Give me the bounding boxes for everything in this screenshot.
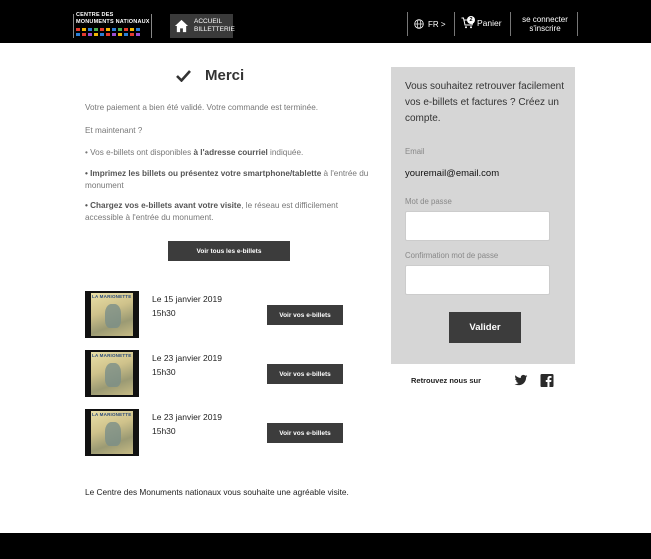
nav-separator bbox=[510, 12, 511, 36]
home-ticketing-button[interactable] bbox=[170, 14, 233, 38]
nav-separator bbox=[454, 12, 455, 36]
ticket-poster-image: LA MARIONETTE bbox=[85, 350, 139, 397]
confirm-password-input[interactable] bbox=[405, 265, 550, 295]
ticket-datetime bbox=[152, 292, 222, 320]
ticket-poster-image: LA MARIONETTE bbox=[85, 409, 139, 456]
email-label: Email bbox=[405, 147, 425, 156]
tip-print: • Imprimez les billets ou présentez votre smartphone/tablette à l'entrée du monument bbox=[85, 169, 369, 190]
farewell-message: Le Centre des Monuments nationaux vous souhaite une agréable visite. bbox=[85, 487, 349, 497]
view-ticket-button[interactable]: Voir vos e-billets bbox=[267, 364, 343, 384]
tip-email: • Vos e-billets ont disponibles à l'adresse courriel indiquée. bbox=[85, 148, 304, 157]
register-link[interactable]: s'inscrire bbox=[529, 24, 561, 33]
ticket-time: 15h30 bbox=[152, 308, 176, 318]
cmn-logo[interactable] bbox=[76, 12, 151, 38]
tip-download: • Chargez vos e-billets avant votre visite, le réseau est difficilement accessible à l'entrée du monument. bbox=[85, 201, 339, 222]
confirm-password-label: Confirmation mot de passe bbox=[405, 251, 499, 260]
ticket-datetime bbox=[152, 410, 222, 438]
globe-icon bbox=[414, 19, 424, 29]
logo-color-stripe bbox=[76, 28, 142, 31]
view-all-tickets-button[interactable]: Voir tous les e-billets bbox=[168, 241, 290, 261]
home-label-line1: ACCUEIL bbox=[194, 18, 223, 25]
language-label: FR > bbox=[428, 19, 446, 29]
language-selector[interactable] bbox=[414, 19, 446, 29]
ticket-datetime bbox=[152, 351, 222, 379]
payment-confirmed-text: Votre paiement a bien été validé. Votre commande est terminée. bbox=[85, 103, 319, 112]
nav-separator bbox=[577, 12, 578, 36]
account-links[interactable] bbox=[515, 15, 575, 33]
logo-bracket-right bbox=[149, 14, 152, 38]
view-ticket-button[interactable]: Voir vos e-billets bbox=[267, 305, 343, 325]
create-account-panel bbox=[391, 67, 575, 364]
nav-separator bbox=[407, 12, 408, 36]
facebook-icon[interactable] bbox=[540, 374, 554, 387]
view-ticket-button[interactable]: Voir vos e-billets bbox=[267, 423, 343, 443]
home-label-line2: BILLETTERIE bbox=[194, 26, 235, 33]
login-link[interactable]: se connecter bbox=[522, 15, 568, 24]
checkmark-icon bbox=[176, 69, 191, 82]
confirmation-header bbox=[176, 67, 244, 84]
next-steps-heading: Et maintenant ? bbox=[85, 126, 143, 135]
cart-label: Panier bbox=[477, 18, 502, 28]
bottom-bar bbox=[0, 533, 651, 559]
page-title: Merci bbox=[205, 67, 245, 84]
ticket-time: 15h30 bbox=[152, 426, 176, 436]
ticket-poster-image: LA MARIONETTE bbox=[85, 291, 139, 338]
ticket-date: Le 15 janvier 2019 bbox=[152, 294, 222, 304]
social-label: Retrouvez nous sur bbox=[411, 376, 482, 385]
ticket-date: Le 23 janvier 2019 bbox=[152, 412, 222, 422]
ticket-time: 15h30 bbox=[152, 367, 176, 377]
ticket-date: Le 23 janvier 2019 bbox=[152, 353, 222, 363]
twitter-icon[interactable] bbox=[514, 374, 528, 387]
email-field[interactable]: youremail@email.com bbox=[405, 168, 500, 179]
logo-text: CENTRE DES MONUMENTS NATIONAUX bbox=[76, 12, 150, 25]
password-label: Mot de passe bbox=[405, 197, 452, 206]
password-input[interactable] bbox=[405, 211, 550, 241]
home-icon bbox=[174, 19, 189, 33]
cart-count-badge: 2 bbox=[467, 16, 475, 24]
panel-title: Vous souhaitez retrouver facilement vos e-billets et factures ? Créez un compte. bbox=[405, 81, 564, 124]
logo-color-stripe bbox=[76, 33, 142, 36]
cart-button[interactable] bbox=[461, 17, 502, 29]
submit-button[interactable]: Valider bbox=[449, 312, 521, 343]
